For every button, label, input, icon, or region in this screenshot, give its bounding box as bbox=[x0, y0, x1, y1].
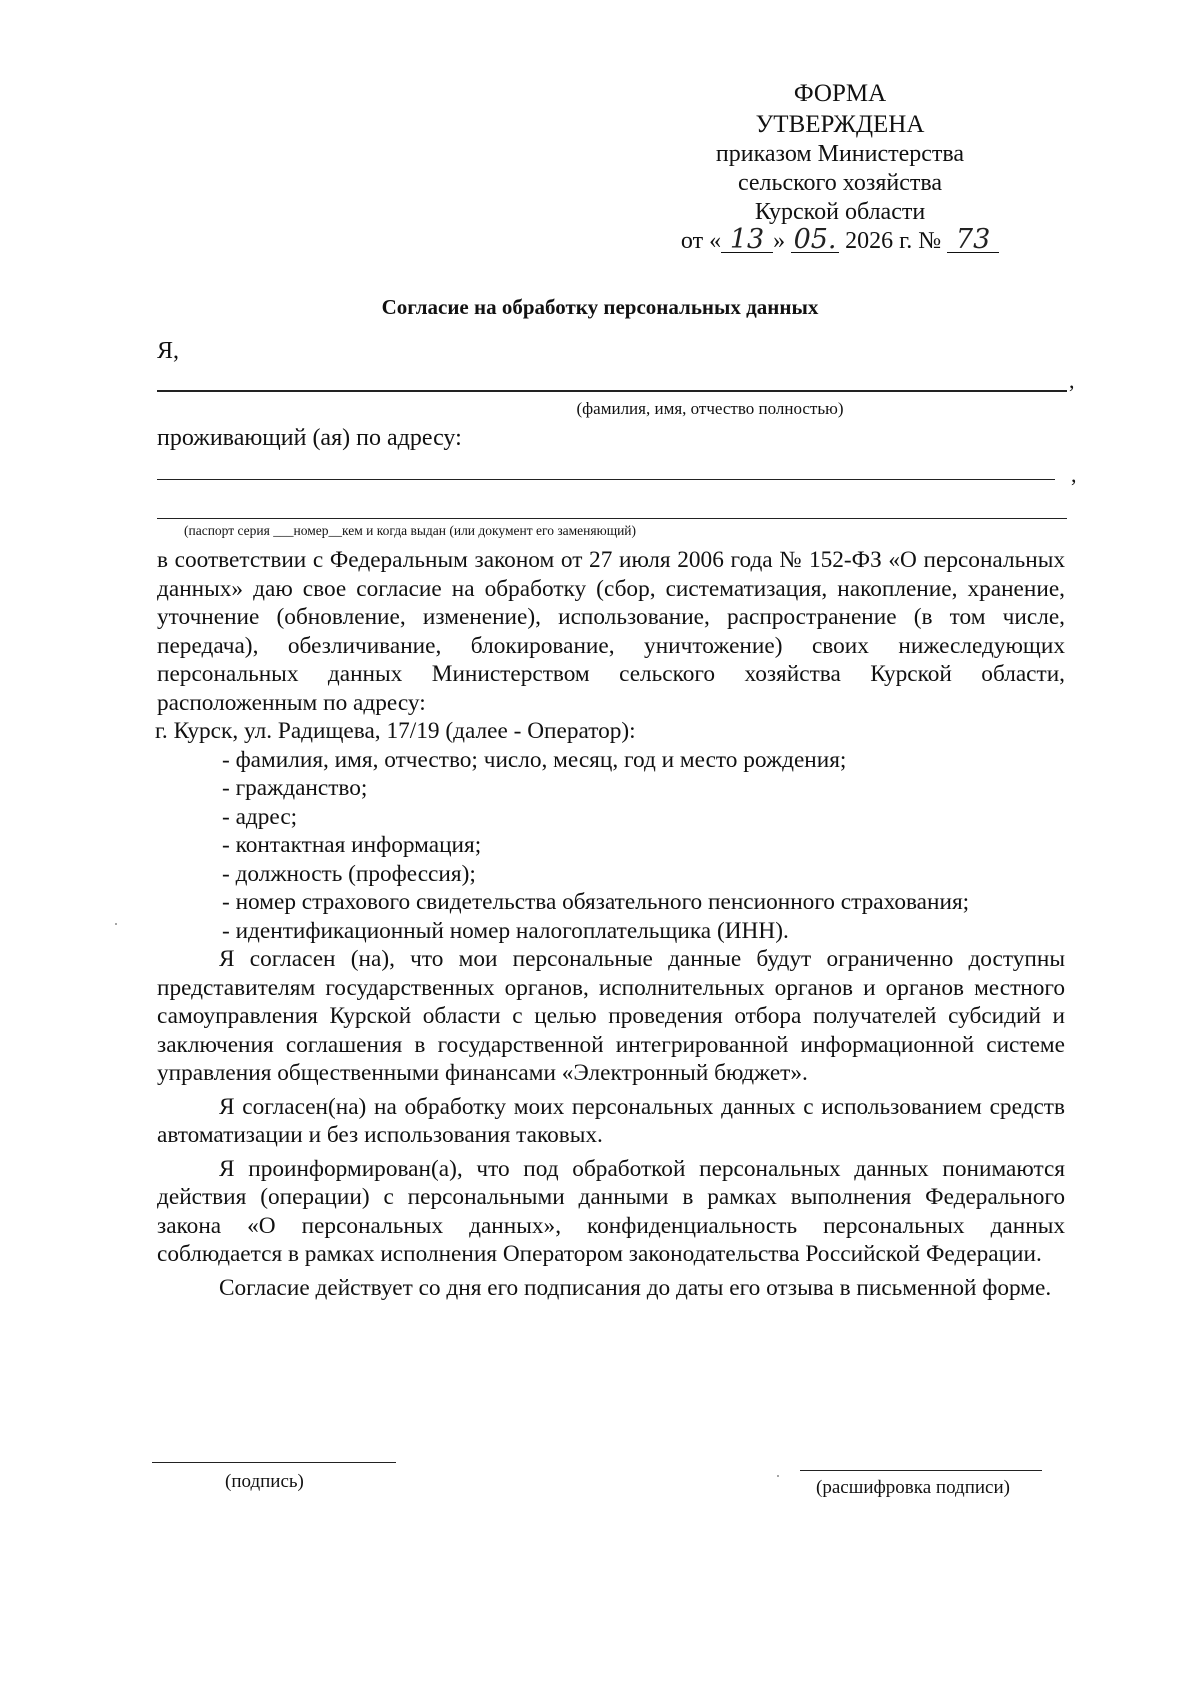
handwritten-month: 05. bbox=[791, 228, 839, 253]
fio-comma: , bbox=[1069, 368, 1075, 393]
approval-region-line: Курской области bbox=[754, 199, 926, 225]
approval-approved-label: УТВЕРЖДЕНА bbox=[755, 111, 925, 138]
scan-speck bbox=[115, 923, 117, 925]
signature-caption: (подпись) bbox=[225, 1471, 304, 1492]
handwritten-day: 13 bbox=[721, 228, 773, 253]
signature-decode-line bbox=[800, 1470, 1042, 1471]
personal-data-list bbox=[157, 746, 1065, 946]
list-item: - должность (профессия); bbox=[222, 860, 476, 887]
date-prefix: от « bbox=[680, 228, 722, 254]
list-item: - идентификационный номер налогоплательщика (ИНН). bbox=[222, 917, 789, 944]
approval-block bbox=[680, 78, 1000, 256]
signature-line bbox=[152, 1462, 396, 1463]
operator-address: г. Курск, ул. Радищева, 17/19 (далее - Оператор): bbox=[155, 718, 636, 744]
address-label: проживающий (ая) по адресу: bbox=[157, 425, 462, 451]
i-label: Я, bbox=[157, 338, 180, 364]
list-item: - гражданство; bbox=[222, 775, 368, 801]
approval-ministry-line: сельского хозяйства bbox=[737, 170, 943, 196]
consent-paragraph-2: Я согласен (на), что мои персональные данные будут ограниченно доступны представителям государственных органов, исполнительных органов и органов местного самоуправления Курской области с целью проведения отбора получателей субсидий и заключения соглашения в государственной интегрированной информационной системе управления общественными финансами «Электронный бюджет». bbox=[157, 946, 1065, 1086]
signature-decode-caption: (расшифровка подписи) bbox=[816, 1477, 1010, 1498]
approval-date-line bbox=[680, 224, 1000, 256]
fio-caption: (фамилия, имя, отчество полностью) bbox=[576, 399, 844, 418]
date-mid: » bbox=[773, 228, 786, 254]
list-item: - адрес; bbox=[222, 803, 298, 830]
consent-body bbox=[157, 546, 1065, 1302]
handwritten-order-number: 73 bbox=[947, 228, 999, 253]
consent-paragraph-5: Согласие действует со дня его подписания до даты его отзыва в письменной форме. bbox=[219, 1274, 1052, 1301]
address-line-1 bbox=[157, 479, 1055, 480]
consent-paragraph-4: Я проинформирован(а), что под обработкой персональных данных понимаются действия (операции) с персональными данными в рамках выполнения Федерального закона «О персональных данных», конфиденциальность персональных данных соблюдается в рамках исполнения Оператором законодательства Российской Федерации. bbox=[157, 1155, 1065, 1267]
approval-order-line: приказом Министерства bbox=[715, 141, 965, 167]
date-year-number: 2026 г. № bbox=[845, 228, 942, 254]
document-title: Согласие на обработку персональных данных bbox=[381, 295, 819, 319]
passport-line bbox=[157, 518, 1067, 519]
fio-line bbox=[157, 390, 1067, 392]
consent-paragraph-1: в соответствии с Федеральным законом от 27 июля 2006 года № 152-ФЗ «О персональных данных» даю свое согласие на обработку (сбор, систематизация, накопление, хранение, уточнение (обновление, изменение), использование, распространение (в том числе, передача), обезличивание, блокирование, уничтожение) своих нижеследующих персональных данных Министерством сельского хозяйства Курской области, расположенным по адресу: bbox=[157, 547, 1065, 716]
address-comma: , bbox=[1071, 462, 1077, 487]
approval-form-label: ФОРМА bbox=[793, 80, 887, 107]
passport-caption: (паспорт серия ___номер__кем и когда выдан (или документ его заменяющий) bbox=[184, 523, 637, 538]
list-item: - номер страхового свидетельства обязательного пенсионного страхования; bbox=[222, 889, 970, 915]
consent-paragraph-3: Я согласен(на) на обработку моих персональных данных с использованием средств автоматизации и без использования таковых. bbox=[157, 1093, 1065, 1148]
list-item: - контактная информация; bbox=[222, 832, 482, 858]
scan-speck bbox=[777, 1475, 779, 1477]
list-item: - фамилия, имя, отчество; число, месяц, год и место рождения; bbox=[222, 746, 847, 773]
